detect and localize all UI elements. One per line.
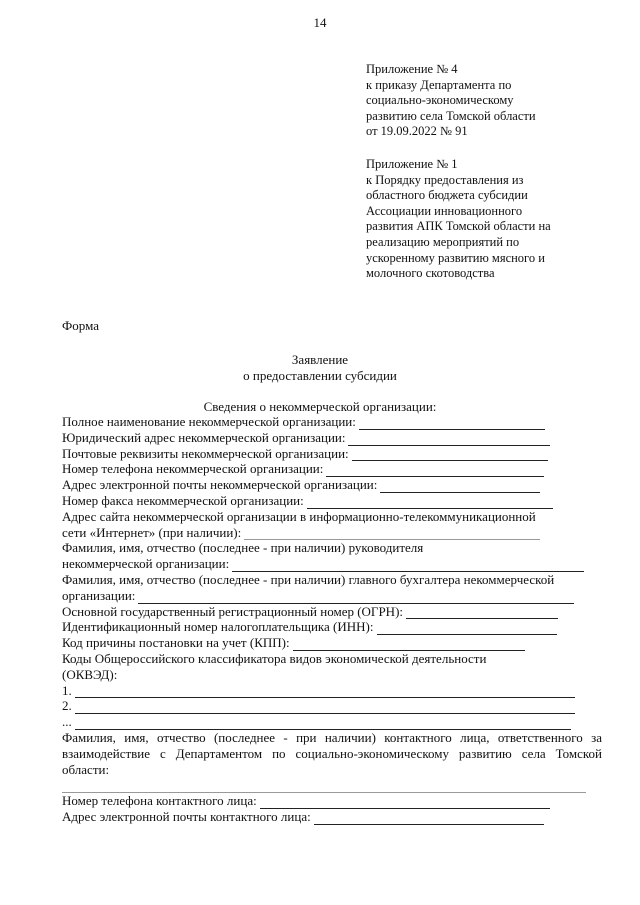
- field-postal-details[interactable]: Почтовые реквизиты некоммерческой организации:: [62, 446, 602, 462]
- fill-line[interactable]: [314, 813, 544, 825]
- appendix-line: социально-экономическому: [366, 93, 514, 108]
- field-ogrn[interactable]: Основной государственный регистрационный номер (ОГРН):: [62, 604, 602, 620]
- field-legal-address[interactable]: Юридический адрес некоммерческой организации:: [62, 430, 602, 446]
- form-fields: [62, 414, 602, 825]
- field-contact-person-label: Фамилия, имя, отчество (последнее - при наличии) контактного лица, ответственного за взаимодействие с Департаментом по социально-экономическому развитию села Томской области:: [62, 729, 602, 777]
- field-website-line-1: Адрес сайта некоммерческой организации в информационно-телекоммуникационной: [62, 508, 536, 524]
- appendix-line: Приложение № 4: [366, 62, 458, 76]
- document-subtitle: о предоставлении субсидии: [243, 367, 397, 383]
- appendix-line: к Порядку предоставления из: [366, 172, 524, 187]
- field-contact-person[interactable]: [62, 777, 586, 793]
- fill-line[interactable]: [75, 702, 575, 714]
- field-okved-line-2: (ОКВЭД):: [62, 666, 118, 682]
- field-head[interactable]: некоммерческой организации:: [62, 556, 602, 572]
- section-heading: Сведения о некоммерческой организации:: [203, 399, 437, 414]
- field-email[interactable]: Адрес электронной почты некоммерческой организации:: [62, 477, 602, 493]
- fill-line[interactable]: [75, 718, 571, 730]
- field-contact-email[interactable]: Адрес электронной почты контактного лица:: [62, 809, 602, 825]
- field-fax[interactable]: Номер факса некоммерческой организации:: [62, 493, 602, 509]
- field-okved-line-1: Коды Общероссийского классификатора видов экономической деятельности: [62, 650, 487, 666]
- fill-line[interactable]: [75, 686, 575, 698]
- field-accountant-line-1: Фамилия, имя, отчество (последнее - при наличии) главного бухгалтера некоммерческой: [62, 571, 555, 587]
- appendix-line: Ассоциации инновационного: [366, 203, 523, 218]
- document-title-block: [0, 352, 640, 383]
- fill-line[interactable]: [380, 481, 540, 493]
- fill-line[interactable]: [260, 797, 550, 809]
- appendix-4-block: [366, 62, 606, 140]
- okved-item-more[interactable]: ...: [62, 714, 602, 730]
- form-label: Форма: [62, 318, 99, 333]
- appendix-1-block: [366, 157, 606, 282]
- fill-line[interactable]: [138, 592, 574, 604]
- field-contact-phone[interactable]: Номер телефона контактного лица:: [62, 793, 602, 809]
- appendix-line: Приложение № 1: [366, 157, 458, 171]
- fill-line[interactable]: [359, 418, 545, 430]
- field-accountant[interactable]: организации:: [62, 588, 602, 604]
- fill-line[interactable]: [307, 497, 553, 509]
- fill-line[interactable]: [293, 639, 525, 651]
- appendix-line: развитию села Томской области: [366, 108, 536, 123]
- fill-line[interactable]: [406, 607, 558, 619]
- okved-item-1[interactable]: 1.: [62, 683, 602, 699]
- appendix-line: областного бюджета субсидии: [366, 188, 528, 203]
- appendix-line: молочного скотоводства: [366, 266, 495, 281]
- field-kpp[interactable]: Код причины постановки на учет (КПП):: [62, 635, 602, 651]
- fill-line[interactable]: [232, 560, 584, 572]
- appendix-line: развития АПК Томской области на: [366, 219, 551, 234]
- okved-item-2[interactable]: 2.: [62, 698, 602, 714]
- fill-line[interactable]: [326, 465, 544, 477]
- fill-line[interactable]: [377, 623, 557, 635]
- field-inn[interactable]: Идентификационный номер налогоплательщика (ИНН):: [62, 619, 602, 635]
- fill-line[interactable]: [348, 434, 550, 446]
- appendix-line: к приказу Департамента по: [366, 77, 512, 92]
- page-number: 14: [313, 15, 327, 30]
- field-website[interactable]: сети «Интернет» (при наличии):: [62, 525, 602, 541]
- appendix-line: ускоренному развитию мясного и: [366, 250, 545, 265]
- document-title: Заявление: [291, 352, 349, 367]
- field-head-line-1: Фамилия, имя, отчество (последнее - при наличии) руководителя: [62, 540, 424, 556]
- appendix-line: от 19.09.2022 № 91: [366, 124, 468, 139]
- fill-line[interactable]: [244, 528, 540, 540]
- field-full-name[interactable]: Полное наименование некоммерческой организации:: [62, 414, 602, 430]
- appendix-line: реализацию мероприятий по: [366, 234, 520, 249]
- fill-line[interactable]: [352, 449, 548, 461]
- field-phone[interactable]: Номер телефона некоммерческой организации:: [62, 461, 602, 477]
